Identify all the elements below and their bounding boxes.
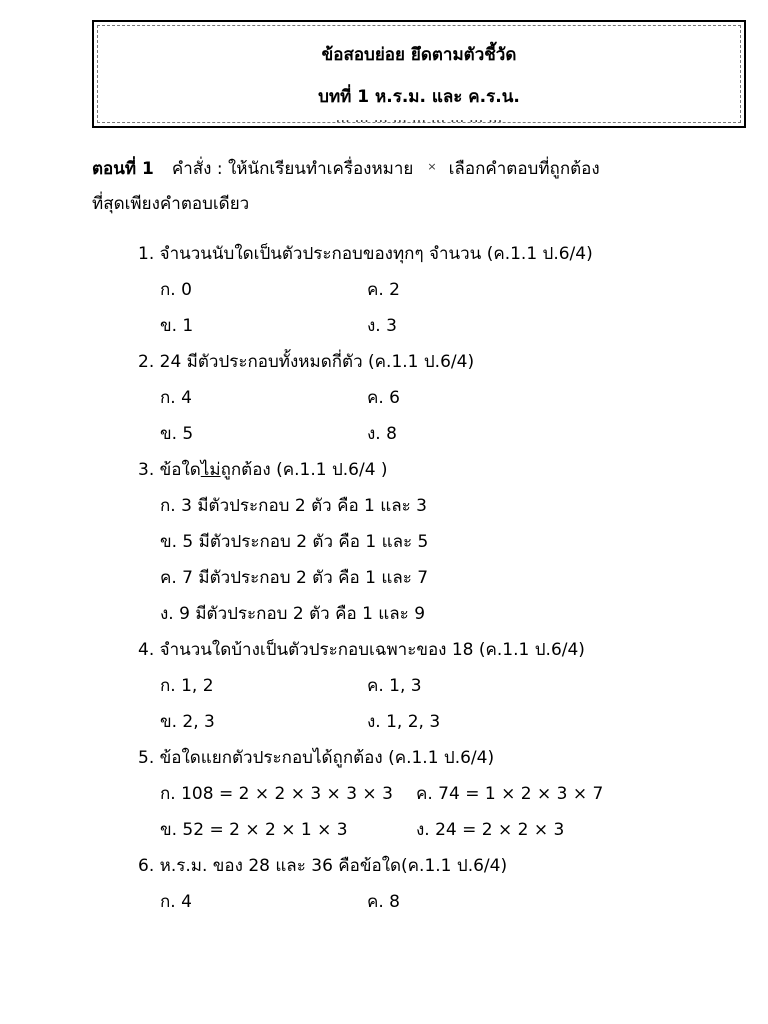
header-cut-off-line: ... ... ... ... ... ... ... ... ...	[335, 108, 503, 123]
question-5: 5. ข้อใดแยกตัวประกอบได้ถูกต้อง (ค.1.1 ป.6/4)	[138, 748, 495, 768]
cross-mark-icon: ×	[427, 160, 437, 173]
q2-option-b: ข. 5	[160, 424, 194, 444]
question-2: 2. 24 มีตัวประกอบทั้งหมดกี่ตัว (ค.1.1 ป.6/4)	[138, 352, 475, 372]
q5-option-c: ค. 74 = 1 × 2 × 3 × 7	[416, 784, 604, 804]
part-instruction-line	[92, 155, 600, 182]
question-3-underlined-word: ไม่	[200, 460, 221, 480]
q6-option-a: ก. 4	[160, 892, 192, 912]
q4-option-d: ง. 1, 2, 3	[367, 712, 441, 732]
q2-option-c: ค. 6	[367, 388, 400, 408]
part-label: ตอนที่ 1	[92, 159, 154, 179]
q2-option-d: ง. 8	[367, 424, 397, 444]
instruction-text: คำสั่ง : ให้นักเรียนทำเครื่องหมาย	[171, 159, 414, 179]
q3-option-c: ค. 7 มีตัวประกอบ 2 ตัว คือ 1 และ 7	[160, 568, 429, 588]
question-3-text-post: ถูกต้อง (ค.1.1 ป.6/4 )	[220, 460, 388, 480]
header-box	[92, 20, 746, 128]
q1-option-b: ข. 1	[160, 316, 194, 336]
q4-option-b: ข. 2, 3	[160, 712, 215, 732]
q1-option-d: ง. 3	[367, 316, 397, 336]
q3-option-d: ง. 9 มีตัวประกอบ 2 ตัว คือ 1 และ 9	[160, 604, 426, 624]
q4-option-c: ค. 1, 3	[367, 676, 422, 696]
question-1: 1. จำนวนนับใดเป็นตัวประกอบของทุกๆ จำนวน (ค.1.1 ป.6/4)	[138, 244, 593, 264]
q1-option-a: ก. 0	[160, 280, 192, 300]
q3-option-a: ก. 3 มีตัวประกอบ 2 ตัว คือ 1 และ 3	[160, 496, 428, 516]
instruction-text-cont: เลือกคำตอบที่ถูกต้อง	[448, 159, 600, 179]
chapter-title: บทที่ 1 ห.ร.ม. และ ค.ร.น.	[318, 87, 520, 107]
question-6: 6. ห.ร.ม. ของ 28 และ 36 คือข้อใด(ค.1.1 ป.6/4)	[138, 856, 508, 876]
q5-option-b: ข. 52 = 2 × 2 × 1 × 3	[160, 820, 348, 840]
q5-option-a: ก. 108 = 2 × 2 × 3 × 3 × 3	[160, 784, 393, 804]
header-dashed-border	[97, 25, 741, 123]
q3-option-b: ข. 5 มีตัวประกอบ 2 ตัว คือ 1 และ 5	[160, 532, 429, 552]
question-4: 4. จำนวนใดบ้างเป็นตัวประกอบเฉพาะของ 18 (ค.1.1 ป.6/4)	[138, 640, 585, 660]
exam-title: ข้อสอบย่อย ยึดตามตัวชี้วัด	[321, 45, 517, 65]
instruction-text-line-2: ที่สุดเพียงคำตอบเดียว	[92, 194, 250, 214]
q6-option-c: ค. 8	[367, 892, 400, 912]
question-3-text-pre: 3. ข้อใด	[138, 460, 201, 480]
q2-option-a: ก. 4	[160, 388, 192, 408]
question-3	[138, 456, 388, 483]
q1-option-c: ค. 2	[367, 280, 400, 300]
q5-option-d: ง. 24 = 2 × 2 × 3	[416, 820, 565, 840]
q4-option-a: ก. 1, 2	[160, 676, 214, 696]
